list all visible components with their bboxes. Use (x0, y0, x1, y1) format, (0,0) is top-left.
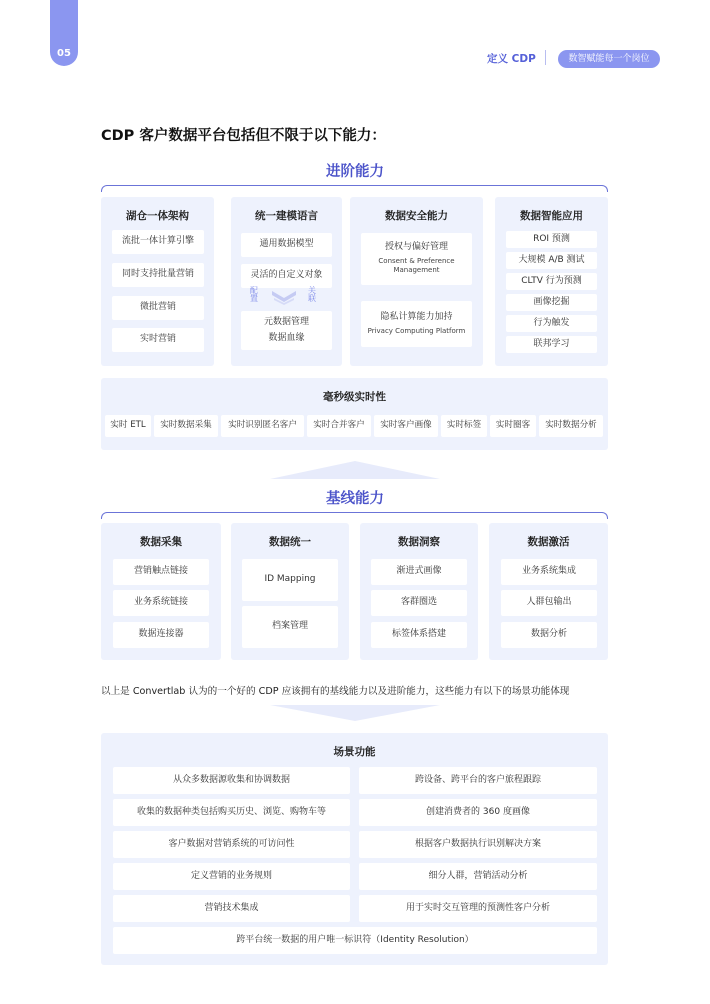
up-triangle-icon (270, 461, 440, 479)
chip-item: 实时识别匿名客户 (221, 415, 304, 437)
baseline-section-title: 基线能力 (326, 491, 384, 507)
page-number: 05 (57, 48, 71, 59)
chip-item: 实时合并客户 (307, 415, 371, 437)
chip-item: 实时营销 (112, 328, 204, 352)
column-title: 数据采集 (140, 536, 182, 548)
chip-main: 授权与偏好管理 (384, 242, 448, 253)
chip-item: 联邦学习 (506, 336, 597, 353)
chip-line: 数据血缘 (268, 332, 305, 343)
chip-item-metadata (241, 311, 332, 350)
chip-item: 实时圈客 (490, 415, 536, 437)
chip-item-privacy (361, 301, 472, 347)
column-title: 湖仓一体架构 (126, 210, 189, 222)
chip-sub: Privacy Computing Platform (367, 326, 466, 335)
chip-item: 数据连接器 (113, 622, 209, 648)
down-triangle-icon (270, 705, 440, 721)
chip-item: 档案管理 (242, 606, 338, 648)
advanced-column-modeling (231, 197, 342, 366)
header-title: 定义 CDP (487, 53, 536, 65)
baseline-column-collection (101, 523, 221, 660)
chip-item: 实时标签 (441, 415, 487, 437)
scenario-item: 创建消费者的 360 度画像 (359, 799, 597, 826)
advanced-column-lakehouse (101, 197, 214, 366)
baseline-column-unification (231, 523, 349, 660)
chip-item: 业务系统链接 (113, 590, 209, 616)
page-number-tab (50, 0, 78, 66)
advanced-section-title: 进阶能力 (326, 164, 384, 180)
column-title: 统一建模语言 (255, 210, 318, 222)
chip-item: 实时 ETL (105, 415, 151, 437)
intro-heading: CDP 客户数据平台包括但不限于以下能力： (101, 128, 386, 144)
chip-item: ID Mapping (242, 559, 338, 601)
chip-item: 营销触点链接 (113, 559, 209, 585)
scenario-item: 收集的数据种类包括购买历史、浏览、购物车等 (113, 799, 350, 826)
scenario-title: 场景功能 (333, 746, 376, 758)
chip-item: 通用数据模型 (241, 233, 332, 257)
chip-item: 渐进式画像 (371, 559, 467, 585)
realtime-band (101, 378, 608, 450)
chip-item: ROI 预测 (506, 231, 597, 248)
scenario-item: 用于实时交互管理的预测性客户分析 (359, 895, 597, 922)
chip-sub: Management (393, 266, 440, 275)
summary-note: 以上是 Convertlab 认为的一个好的 CDP 应该拥有的基线能力以及进阶能力，这些能力有以下的场景功能体现 (101, 686, 570, 697)
chip-item: 实时数据采集 (154, 415, 218, 437)
chip-item: 大规模 A/B 测试 (506, 252, 597, 269)
arrow-label-associate: 关联 (308, 286, 316, 304)
chip-sub: Consent & Preference (378, 256, 455, 265)
column-title: 数据洞察 (398, 536, 440, 548)
chip-item: 灵活的自定义对象 (241, 264, 332, 288)
scenario-item: 营销技术集成 (113, 895, 350, 922)
scenario-item-full: 跨平台统一数据的用户唯一标识符（Identity Resolution） (113, 927, 597, 954)
chip-item: 画像挖掘 (506, 294, 597, 311)
scenario-item: 定义营销的业务规则 (113, 863, 350, 890)
scenario-item: 细分人群，营销活动分析 (359, 863, 597, 890)
baseline-bracket (101, 512, 608, 519)
chip-item: 人群包输出 (501, 590, 597, 616)
advanced-column-security (350, 197, 483, 366)
column-title: 数据安全能力 (385, 210, 448, 222)
chip-line: 元数据管理 (263, 316, 309, 327)
scenario-item: 从众多数据源收集和协调数据 (113, 767, 350, 794)
scenario-item: 根据客户数据执行识别解决方案 (359, 831, 597, 858)
column-title: 数据激活 (527, 536, 570, 548)
chip-item: 业务系统集成 (501, 559, 597, 585)
header-tagline-badge: 数智赋能每一个岗位 (558, 50, 660, 68)
chip-item: 标签体系搭建 (371, 622, 467, 648)
column-title: 数据智能应用 (520, 210, 583, 222)
advanced-column-intelligence (495, 197, 608, 366)
chip-item: 实时客户画像 (374, 415, 438, 437)
chip-item: 实时数据分析 (539, 415, 603, 437)
chip-item: 行为触发 (506, 315, 597, 332)
chip-main: 隐私计算能力加持 (380, 311, 453, 322)
chip-item: 数据分析 (501, 622, 597, 648)
scenario-item: 客户数据对营销系统的可访问性 (113, 831, 350, 858)
column-title: 数据统一 (269, 536, 311, 548)
scenario-item: 跨设备、跨平台的客户旅程跟踪 (359, 767, 597, 794)
chevron-down-icon (272, 291, 296, 305)
scenario-panel (101, 733, 608, 965)
arrow-label-configure: 配置 (250, 286, 258, 304)
advanced-bracket (101, 185, 608, 192)
chip-item: 同时支持批量营销 (112, 263, 204, 287)
realtime-title: 毫秒级实时性 (323, 391, 386, 403)
chip-item: CLTV 行为预测 (506, 273, 597, 290)
baseline-column-insight (360, 523, 478, 660)
header-divider (545, 50, 546, 65)
chip-item-consent (361, 233, 472, 285)
chip-item: 流批一体计算引擎 (112, 230, 204, 254)
baseline-column-activation (489, 523, 608, 660)
chip-item: 客群圈选 (371, 590, 467, 616)
chip-item: 微批营销 (112, 296, 204, 320)
